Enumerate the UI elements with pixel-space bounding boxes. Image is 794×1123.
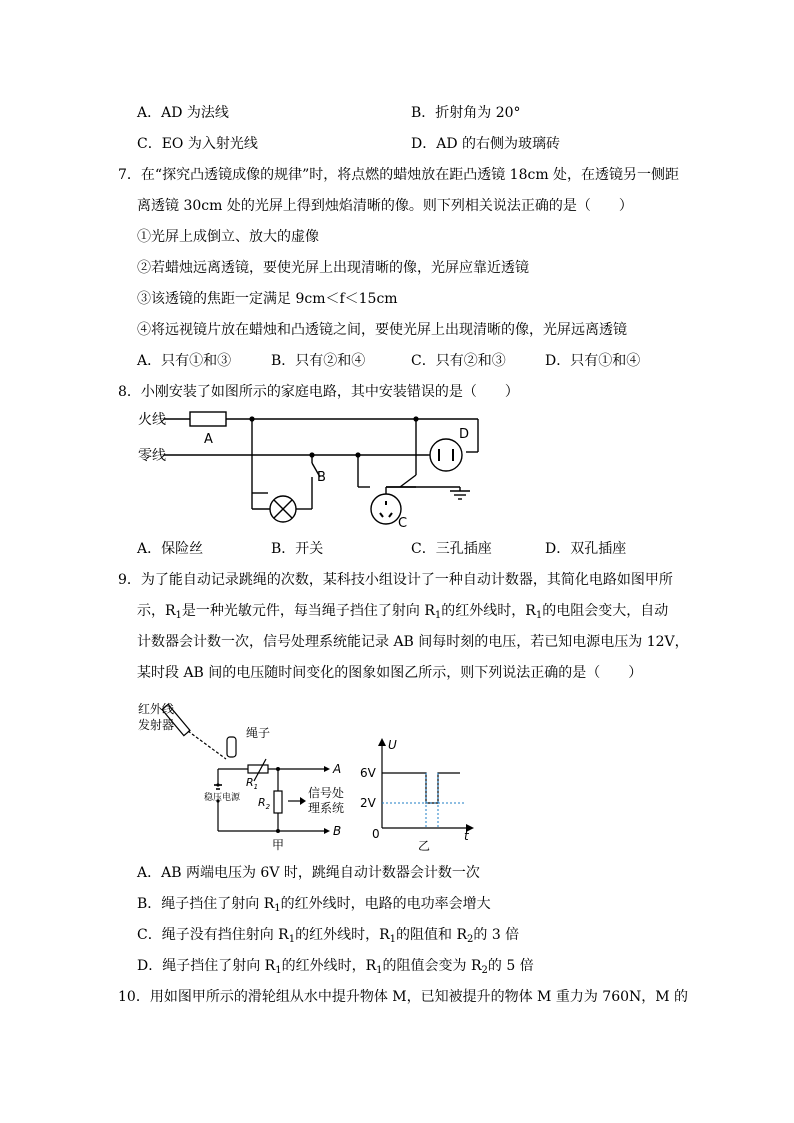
q10-stem: 10．用如图甲所示的滑轮组从水中提升物体 M，已知被提升的物体 M 重力为 760N，M 的 (118, 989, 689, 1005)
q9-option-d: D．绳子挡住了射向 $R_1$的红外线时，$R_1$的阻值会变为 $R_2$的 5 倍 (137, 958, 534, 976)
rope (227, 737, 236, 757)
household-circuit-diagram (130, 405, 490, 535)
q9-stem-line3: 计数器会计数一次，信号处理系统能记录 AB 间每时刻的电压，若已知电源电压为 12V， (137, 634, 689, 650)
axis-t-label: t (464, 829, 469, 843)
q9-option-a: A．AB 两端电压为 6V 时，跳绳自动计数器会计数一次 (137, 865, 480, 881)
q8-option-c: C．三孔插座 (411, 541, 492, 557)
counter-circuit-figure-jia (136, 693, 356, 853)
q7-statement-4: ④将远视镜片放在蜡烛和凸透镜之间，要使光屏上出现清晰的像，光屏远离透镜 (137, 322, 627, 338)
signal-label-2: 理系统 (308, 801, 345, 815)
label-a: A (204, 432, 213, 447)
fuse-a (190, 412, 226, 426)
q7-statement-2: ②若蜡烛远离透镜，要使光屏上出现清晰的像，光屏应靠近透镜 (137, 260, 529, 276)
label-b: B (317, 470, 326, 485)
two-hole-socket-d (430, 439, 462, 471)
q7-option-c: C．只有②和③ (411, 353, 506, 369)
q7-statement-3: ③该透镜的焦距一定满足 9cm＜f＜15cm (137, 291, 398, 307)
q6-option-a: A．AD 为法线 (137, 105, 229, 121)
ir-label-1: 红外线 (138, 702, 175, 716)
resistor-r2 (274, 791, 282, 813)
three-hole-socket-c (371, 494, 401, 524)
r2-label: $R_2$ (258, 796, 271, 811)
axis-u-label: U (388, 738, 397, 752)
tick-2v: 2V (360, 796, 376, 810)
rope-label: 绳子 (246, 726, 271, 740)
q7-stem-line1: 7．在“探究凸透镜成像的规律”时，将点燃的蜡烛放在距凸透镜 18cm 处，在透镜另一侧距 (118, 167, 680, 183)
q8-stem: 8．小刚安装了如图所示的家庭电路，其中安装错误的是（ ） (118, 384, 519, 400)
q8-option-b: B．开关 (271, 541, 324, 557)
q8-option-d: D．双孔插座 (545, 541, 627, 557)
q7-option-b: B．只有②和④ (271, 353, 366, 369)
ir-label-2: 发射器 (138, 718, 175, 732)
label-d: D (459, 427, 470, 442)
terminal-a-label: A (333, 762, 342, 776)
label-c: C (398, 516, 408, 531)
tick-6v: 6V (360, 766, 376, 780)
q6-option-c: C．EO 为入射光线 (137, 136, 258, 152)
signal-label-1: 信号处 (308, 786, 345, 800)
power-label: 稳压电源 (204, 793, 241, 803)
terminal-b-label: B (333, 824, 342, 838)
q9-stem-line4: 某时段 AB 间的电压随时间变化的图象如图乙所示，则下列说法正确的是（ ） (137, 665, 643, 681)
r1-label: $R_1$ (246, 776, 259, 791)
live-wire-label: 火线 (138, 412, 166, 428)
q6-option-b: B．折射角为 20° (411, 105, 521, 121)
q9-stem-line1: 9．为了能自动记录跳绳的次数，某科技小组设计了一种自动计数器，其简化电路如图甲所 (118, 572, 673, 588)
neutral-wire-label: 零线 (138, 448, 166, 464)
figure-jia-caption: 甲 (272, 838, 285, 852)
q7-option-d: D．只有①和④ (545, 353, 641, 369)
q8-option-a: A．保险丝 (137, 541, 204, 557)
q6-option-d: D．AD 的右侧为玻璃砖 (411, 136, 561, 152)
q9-stem-line2: 示，$R_1$是一种光敏元件，每当绳子挡住了射向 $R_1$的红外线时，$R_1$的电阻会变大，自动 (137, 603, 669, 621)
q7-statement-1: ①光屏上成倒立、放大的虚像 (137, 229, 319, 245)
q9-option-b: B．绳子挡住了射向 $R_1$的红外线时，电路的电功率会增大 (137, 896, 491, 914)
voltage-time-graph-yi (360, 736, 478, 854)
resistor-r1 (248, 765, 268, 773)
q7-option-a: A．只有①和③ (137, 353, 232, 369)
origin-label: 0 (372, 827, 380, 841)
q9-option-c: C．绳子没有挡住射向 $R_1$的红外线时，$R_1$的阻值和 $R_2$的 3 倍 (137, 927, 520, 945)
figure-yi-caption: 乙 (418, 839, 431, 853)
q7-stem-line2: 离透镜 30cm 处的光屏上得到烛焰清晰的像。则下列相关说法正确的是（ ） (137, 198, 633, 214)
